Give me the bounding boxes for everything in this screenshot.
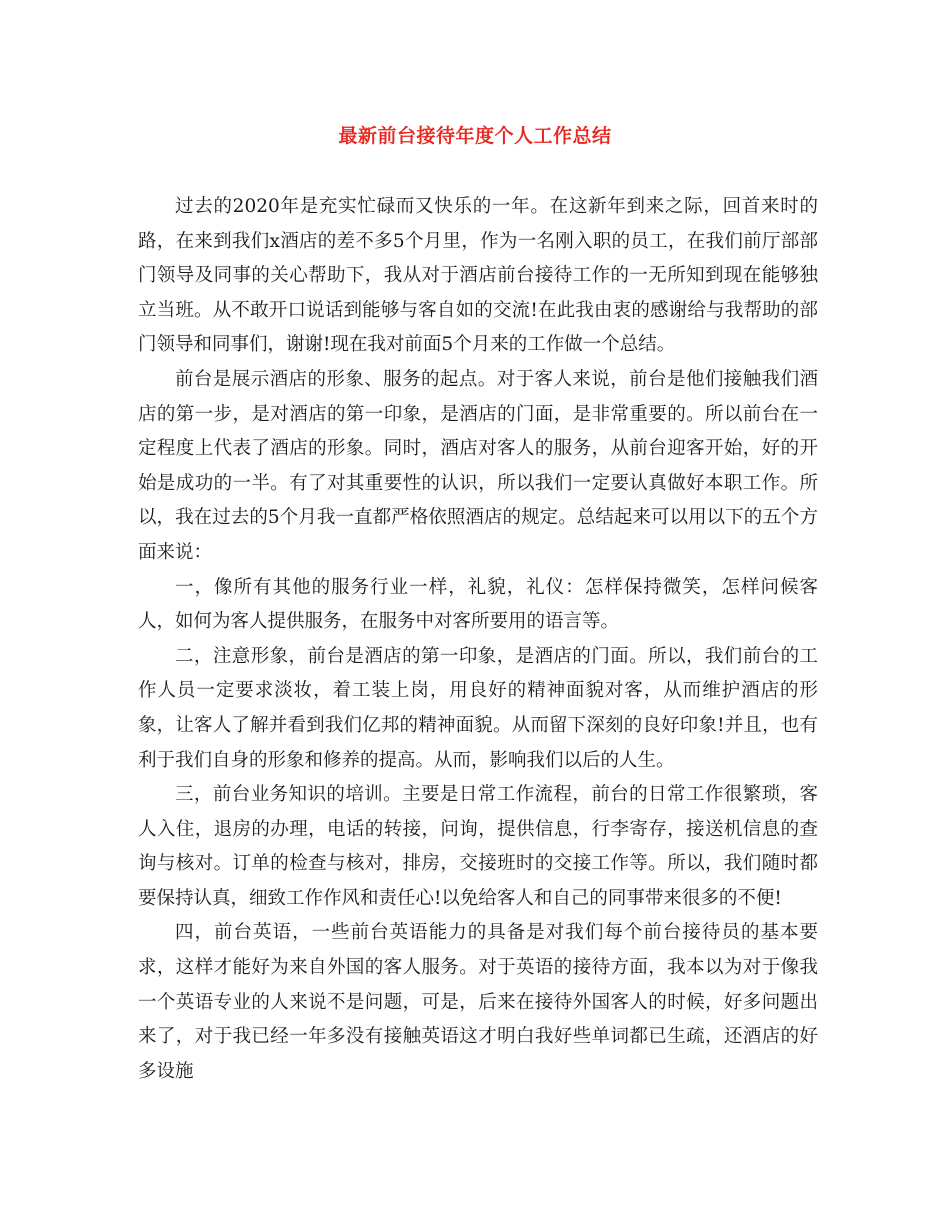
paragraph-front-desk-role: 前台是展示酒店的形象、服务的起点。对于客人来说，前台是他们接触我们酒店的第一步，是对酒店的第一印象，是酒店的门面，是非常重要的。所以前台在一定程度上代表了酒店的形象。同时，酒店对客人的服务，从前台迎客开始，好的开始是成功的一半。有了对其重要性的认识，所以我们一定要认真做好本职工作。所以，我在过去的5个月我一直都严格依照酒店的规定。总结起来可以用以下的五个方面来说：	[138, 368, 818, 563]
paragraph-point-two: 二，注意形象，前台是酒店的第一印象，是酒店的门面。所以，我们前台的工作人员一定要求淡妆，着工装上岗，用良好的精神面貌对客，从而维护酒店的形象，让客人了解并看到我们亿邦的精神面貌。从而留下深刻的良好印象!并且，也有利于我们自身的形象和修养的提高。从而，影响我们以后的人生。	[138, 645, 818, 771]
paragraph-intro: 过去的2020年是充实忙碌而又快乐的一年。在这新年到来之际，回首来时的路，在来到我们x酒店的差不多5个月里，作为一名刚入职的员工，在我们前厅部部门领导及同事的关心帮助下，我从对于酒店前台接待工作的一无所知到现在能够独立当班。从不敢开口说话到能够与客自如的交流!在此我由衷的感谢给与我帮助的部门领导和同事们，谢谢!现在我对前面5个月来的工作做一个总结。	[138, 196, 818, 356]
document-body	[138, 190, 818, 1089]
document-title: 最新前台接待年度个人工作总结	[338, 125, 612, 147]
paragraph-point-three: 三，前台业务知识的培训。主要是日常工作流程，前台的日常工作很繁琐，客人入住，退房的办理，电话的转接，问询，提供信息，行李寄存，接送机信息的查询与核对。订单的检查与核对，排房，交接班时的交接工作等。所以，我们随时都要保持认真，细致工作作风和责任心!以免给客人和自己的同事带来很多的不便!	[138, 784, 818, 909]
paragraph-point-four: 四，前台英语，一些前台英语能力的具备是对我们每个前台接待员的基本要求，这样才能好为来自外国的客人服务。对于英语的接待方面，我本以为对于像我一个英语专业的人来说不是问题，可是，后来在接待外国客人的时候，好多问题出来了，对于我已经一年多没有接触英语这才明白我好些单词都已生疏，还酒店的好多设施	[138, 922, 818, 1082]
paragraph-point-one: 一，像所有其他的服务行业一样，礼貌，礼仪：怎样保持微笑，怎样问候客人，如何为客人提供服务，在服务中对客所要用的语言等。	[138, 576, 818, 633]
